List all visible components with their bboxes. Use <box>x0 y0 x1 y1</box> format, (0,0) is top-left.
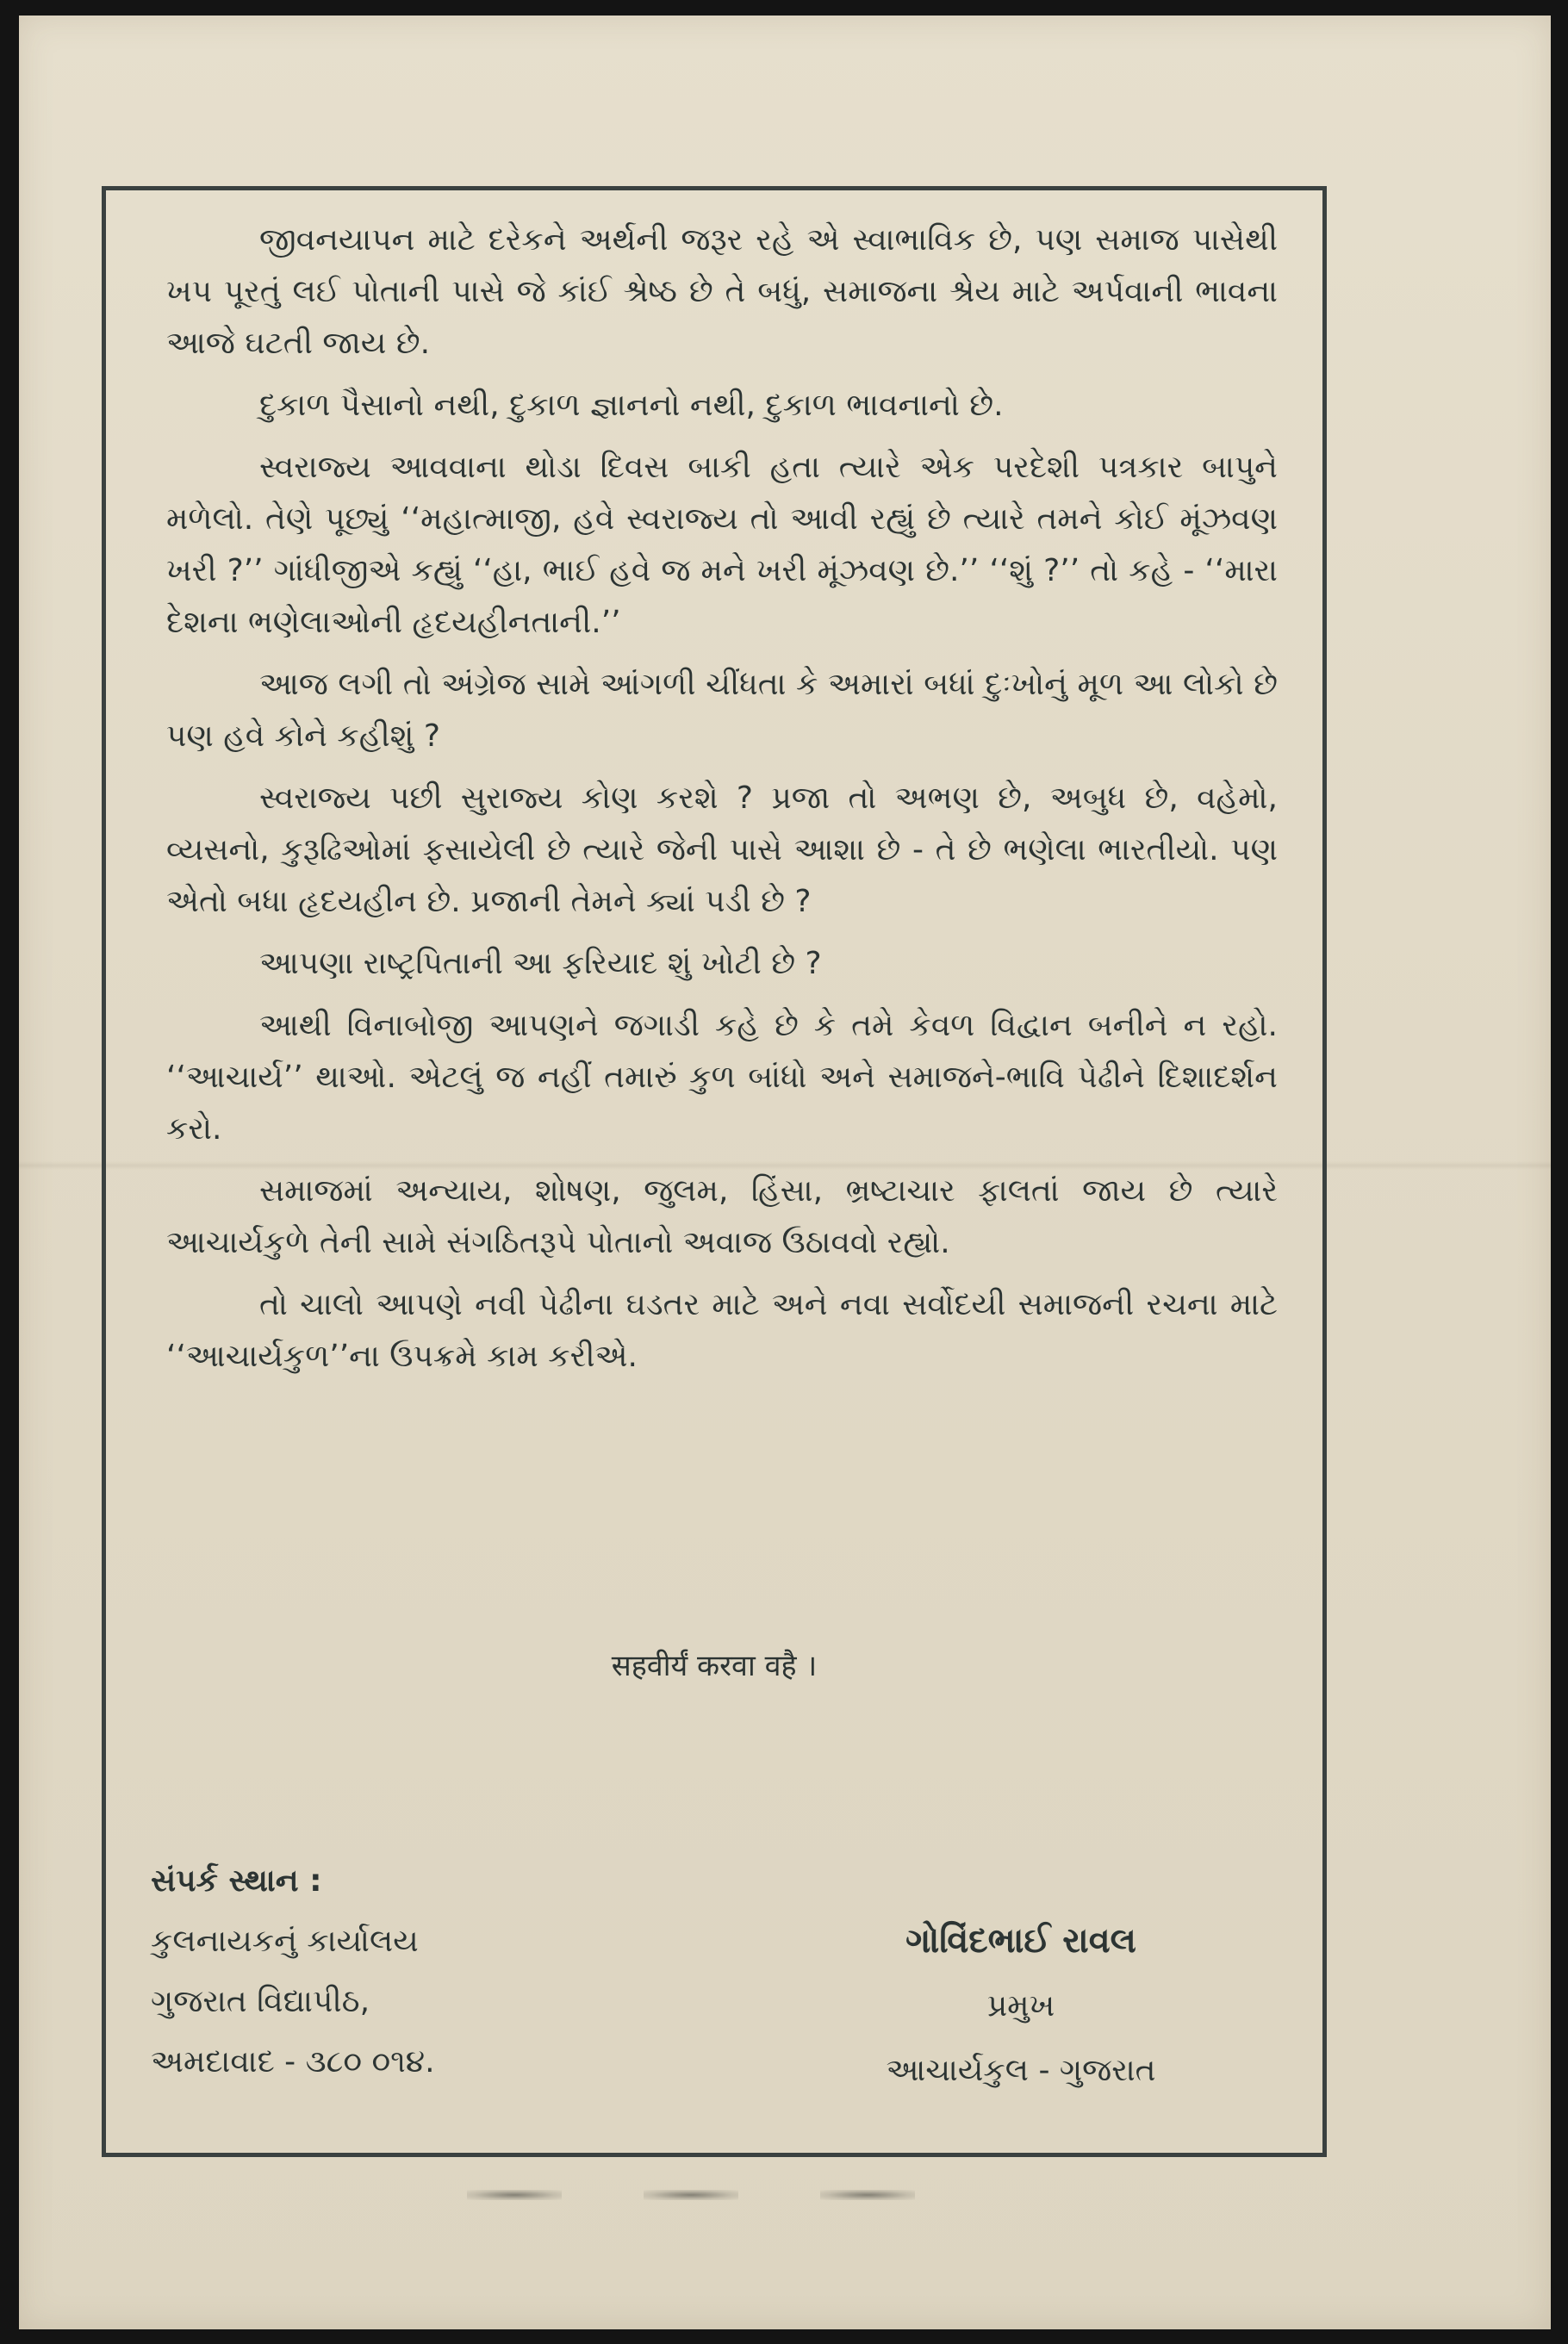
closing-sanskrit-line: सहवीर्यं करवा वहै । <box>611 1649 818 1683</box>
paragraph: આથી વિનાબોજી આપણને જગાડી કહે છે કે તમે કેવળ વિદ્વાન બનીને ન રહો. ‘‘આચાર્ય’’ થાઓ. એટલું જ નહીં તમારું કુળ બાંધો અને સમાજને-ભાવિ પેઢીને દિશાદર્શન કરો. <box>166 1008 1278 1147</box>
paragraph: સ્વરાજ્ય આવવાના થોડા દિવસ બાકી હતા ત્યારે એક પરદેશી પત્રકાર બાપુને મળેલો. તેણે પૂછ્યું ‘‘મહાત્માજી, હવે સ્વરાજ્ય તો આવી રહ્યું છે ત્યારે તમને કોઈ મૂંઝવણ ખરી ?’’ ગાંધીજીએ કહ્યું ‘‘હા, ભાઈ હવે જ મને ખરી મૂંઝવણ છે.’’ ‘‘શું ?’’ તો કહે - ‘‘મારા દેશના ભણેલાઓની હૃદયહીનતાની.’’ <box>166 450 1278 640</box>
paragraph: જીવનયાપન માટે દરેકને અર્થની જરૂર રહે એ સ્વાભાવિક છે, પણ સમાજ પાસેથી ખપ પૂરતું લઈ પોતાની પાસે જે કાંઈ શ્રેષ્ઠ છે તે બધું, સમાજના શ્રેય માટે અર્પવાની ભાવના આજે ઘટતી જાય છે. <box>166 222 1278 361</box>
ornament-mark <box>820 2190 915 2200</box>
printer-ornament <box>467 2178 915 2212</box>
paragraph: સ્વરાજ્ય પછી સુરાજ્ય કોણ કરશે ? પ્રજા તો અભણ છે, અબુધ છે, વહેમો, વ્યસનો, કુરૂઢિઓમાં ફસાયેલી છે ત્યારે જેની પાસે આશા છે - તે છે ભણેલા ભારતીયો. પણ એતો બધા હૃદયહીન છે. પ્રજાની તેમને ક્યાં પડી છે ? <box>166 780 1278 919</box>
signatory-name: ગોવિંદભાઈ રાવલ <box>905 1921 1136 1961</box>
contact-line-city: અમદાવાદ - ૩૮૦ ૦૧૪. <box>151 2044 435 2080</box>
contact-heading: સંપર્ક સ્થાન : <box>151 1863 322 1899</box>
paragraph: તો ચાલો આપણે નવી પેઢીના ઘડતર માટે અને નવા સર્વોદયી સમાજની રચના માટે ‘‘આચાર્યકુળ’’ના ઉપક્રમે કામ કરીએ. <box>166 1287 1278 1374</box>
contact-block <box>151 1851 702 2092</box>
bordered-frame <box>102 186 1327 2157</box>
ornament-mark <box>467 2190 562 2200</box>
contact-line-office: કુલનાયકનું કાર્યાલય <box>151 1924 419 1959</box>
signatory-title: પ્રમુખ <box>986 1988 1055 2024</box>
body-text <box>166 215 1278 1393</box>
contact-line-institution: ગુજરાત વિદ્યાપીઠ, <box>151 1984 370 2019</box>
paragraph: આજ લગી તો અંગ્રેજ સામે આંગળી ચીંધતા કે અમારાં બધાં દુઃખોનું મૂળ આ લોકો છે પણ હવે કોને કહીશું ? <box>166 667 1278 754</box>
signatory-organization: આચાર્યકુલ - ગુજરાત <box>886 2053 1156 2088</box>
signature-block <box>780 1909 1262 2103</box>
paragraph: દુકાળ પૈસાનો નથી, દુકાળ જ્ઞાનનો નથી, દુકાળ ભાવનાનો છે. <box>259 388 1004 423</box>
document-page <box>19 16 1551 2329</box>
paragraph: સમાજમાં અન્યાય, શોષણ, જુલમ, હિંસા, ભ્રષ્ટાચાર ફાલતાં જાય છે ત્યારે આચાર્યકુળે તેની સામે સંગઠિતરૂપે પોતાનો અવાજ ઉઠાવવો રહ્યો. <box>166 1173 1278 1260</box>
paragraph: આપણા રાષ્ટ્રપિતાની આ ફરિયાદ શું ખોટી છે ? <box>259 946 822 981</box>
ornament-mark <box>644 2190 738 2200</box>
